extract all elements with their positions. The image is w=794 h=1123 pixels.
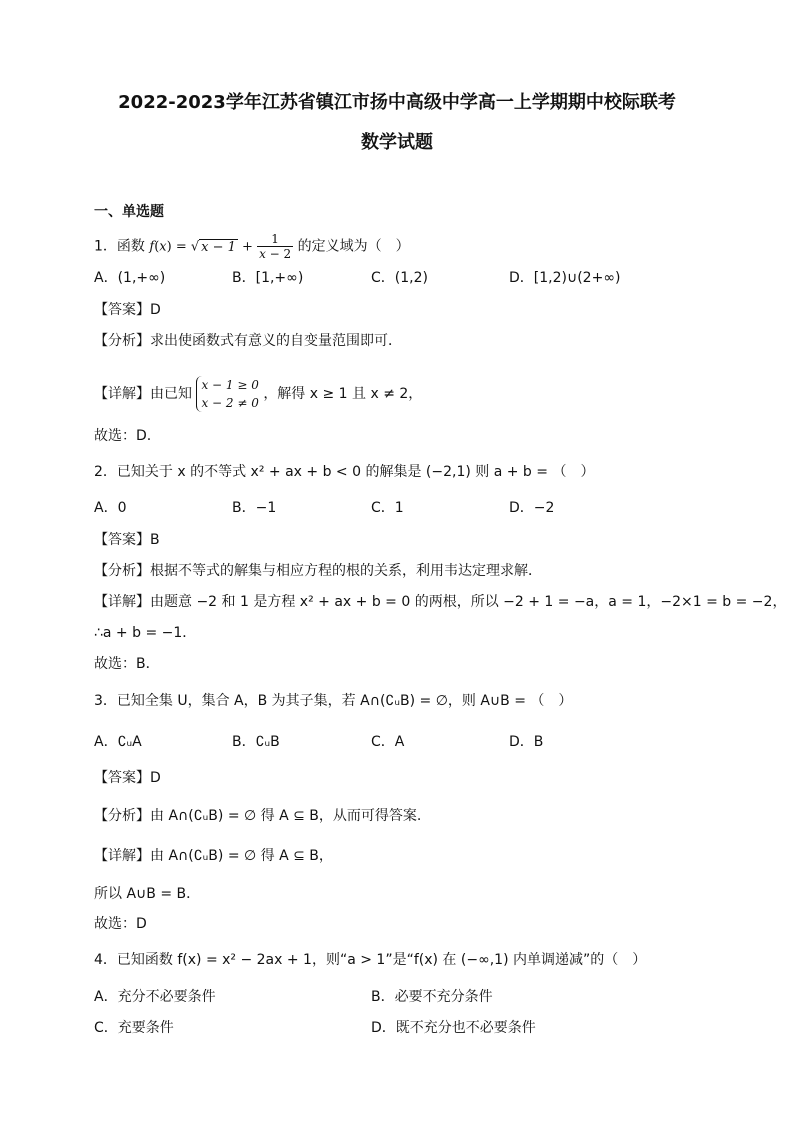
- q2-detail-2: ∴a + b = −1．: [94, 625, 197, 641]
- q3-option-c: C．A: [371, 734, 405, 750]
- q1-detail: [94, 376, 422, 412]
- q1-stem: 1．函数 f(x) = √ x − 1 + $\frac{1}{x - 2}$ 的定义域为（ ）: [94, 232, 410, 261]
- q2-option-a: A．0: [94, 500, 127, 516]
- q3-option-d: D．B: [509, 734, 544, 750]
- q3-answer: 【答案】D: [94, 770, 161, 786]
- q4-option-a: A．充分不必要条件: [94, 989, 216, 1005]
- title-line-1: 2022-2023学年江苏省镇江市扬中高级中学高一上学期期中校际联考: [118, 92, 676, 113]
- q3-detail-2: 所以 A∪B = B．: [94, 886, 201, 902]
- q2-detail: 【详解】由题意 −2 和 1 是方程 x² + ax + b = 0 的两根，所以 −2 + 1 = −a，a = 1，−2×1 = b = −2，: [94, 594, 787, 610]
- q1-option-a: A．(1,+∞): [94, 270, 166, 286]
- section-heading: 一、单选题: [94, 204, 164, 220]
- q4-option-d: D．既不充分也不必要条件: [371, 1020, 536, 1036]
- q4-stem: 4．已知函数 f(x) = x² − 2ax + 1，则“a > 1”是“f(x) 在 (−∞,1) 内单调递减”的（ ）: [94, 952, 647, 968]
- title-line-2: 数学试题: [361, 132, 433, 153]
- q4-option-b: B．必要不充分条件: [371, 989, 493, 1005]
- q1-fraction: $\frac{1}{x - 2}$: [259, 232, 292, 261]
- q2-option-d: D．−2: [509, 500, 555, 516]
- q1-option-d: D．[1,2)∪(2+∞): [509, 270, 621, 286]
- q3-analysis: 【分析】由 A∩(∁ᵤB) = ∅ 得 A ⊆ B，从而可得答案.: [94, 808, 422, 824]
- q2-option-b: B．−1: [232, 500, 277, 516]
- q3-option-b: B．∁ᵤB: [232, 734, 280, 750]
- q2-answer: 【答案】B: [94, 532, 160, 548]
- q2-stem: 2．已知关于 x 的不等式 x² + ax + b < 0 的解集是 (−2,1) 则 a + b = （ ）: [94, 464, 595, 480]
- q2-choose: 故选：B．: [94, 656, 160, 672]
- q3-choose: 故选：D: [94, 916, 147, 932]
- q1-option-c: C．(1,2): [371, 270, 428, 286]
- q2-option-c: C．1: [371, 500, 404, 516]
- q1-option-b: B．[1,+∞): [232, 270, 304, 286]
- q1-function: f: [149, 239, 155, 255]
- q3-stem: 3．已知全集 U，集合 A，B 为其子集，若 A∩(∁ᵤB) = ∅，则 A∪B = （ ）: [94, 693, 573, 709]
- q3-detail: 【详解】由 A∩(∁ᵤB) = ∅ 得 A ⊆ B，: [94, 848, 333, 864]
- q1-stem-end: 的定义域为（ ）: [297, 238, 410, 255]
- q3-option-a: A．∁ᵤA: [94, 734, 142, 750]
- q1-detail-label: 【详解】由已知: [94, 386, 192, 402]
- q2-analysis: 【分析】根据不等式的解集与相应方程的根的关系，利用韦达定理求解．: [94, 563, 542, 579]
- q1-system-row-1: x − 1 ≥ 0: [201, 378, 259, 392]
- q1-detail-end: ，解得 x ≥ 1 且 x ≠ 2，: [263, 386, 423, 402]
- q1-analysis: 【分析】求出使函数式有意义的自变量范围即可．: [94, 333, 402, 349]
- q1-system: [196, 376, 258, 412]
- q1-answer: 【答案】D: [94, 302, 161, 318]
- q1-prefix: 1．函数: [94, 238, 145, 255]
- q4-option-c: C．充要条件: [94, 1020, 174, 1036]
- q1-choose: 故选：D.: [94, 428, 152, 444]
- q1-system-row-2: x − 2 ≠ 0: [201, 396, 259, 410]
